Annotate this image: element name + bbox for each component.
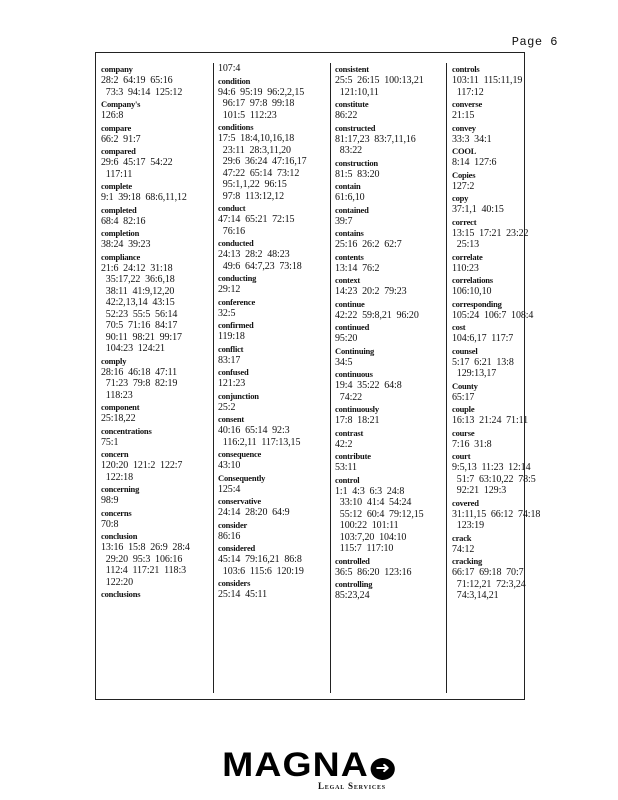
index-term: considers bbox=[218, 578, 251, 588]
magna-logo bbox=[0, 748, 618, 782]
index-page-line-refs: 43:10 bbox=[218, 460, 241, 471]
index-term: completion bbox=[101, 228, 140, 238]
index-term: contrast bbox=[335, 427, 364, 438]
index-entry bbox=[218, 75, 328, 122]
index-entry bbox=[335, 403, 445, 427]
index-page-line-refs: 17:5 18:4,10,16,18 23:11 28:3,11,20 29:6 36:24 47:16,17 47:22 65:14 73:12 95:1,1,22 96:15 97:8 113:12,12 bbox=[218, 133, 307, 202]
index-page-line-refs: 28:2 64:19 65:16 73:3 94:14 125:12 bbox=[101, 75, 183, 98]
index-term: convey bbox=[452, 122, 476, 133]
index-entry bbox=[452, 380, 524, 404]
index-term: concentrations bbox=[101, 425, 152, 436]
index-entry bbox=[101, 122, 213, 146]
index-page-line-refs: 103:11 115:11,19 117:12 bbox=[452, 75, 523, 98]
index-term: context bbox=[335, 275, 361, 285]
index-entry bbox=[335, 98, 445, 122]
index-entry bbox=[335, 157, 445, 181]
index-entry bbox=[101, 588, 213, 600]
index-entry bbox=[218, 319, 328, 343]
index-page-line-refs: 107:4 bbox=[218, 63, 241, 74]
index-page-line-refs: 29:12 bbox=[218, 284, 241, 295]
index-term: comply bbox=[101, 355, 127, 366]
index-term: conduct bbox=[218, 203, 246, 213]
index-term: continuously bbox=[335, 404, 379, 414]
index-term: consistent bbox=[335, 64, 369, 74]
index-term: concerning bbox=[101, 484, 140, 494]
index-page-line-refs: 37:1,1 40:15 bbox=[452, 204, 504, 215]
index-term: condition bbox=[218, 75, 251, 86]
index-page-line-refs: 28:16 46:18 47:11 71:23 79:8 82:19 118:23 bbox=[101, 366, 178, 401]
index-page-line-refs: 42:22 59:8,21 96:20 bbox=[335, 309, 419, 321]
index-term: covered bbox=[452, 497, 479, 508]
index-page-line-refs: 7:16 31:8 bbox=[452, 438, 492, 450]
index-page-line-refs: 110:23 bbox=[452, 262, 479, 274]
index-entry bbox=[335, 298, 445, 322]
index-term: confirmed bbox=[218, 320, 254, 330]
index-page-line-refs: 13:15 17:21 23:22 25:13 bbox=[452, 227, 529, 250]
index-entry bbox=[218, 542, 328, 577]
index-term: conclusions bbox=[101, 589, 141, 599]
index-page-line-refs: 24:14 28:20 64:9 bbox=[218, 507, 290, 518]
index-page-line-refs: 119:18 bbox=[218, 331, 245, 342]
index-entry bbox=[218, 413, 328, 448]
index-entry bbox=[218, 448, 328, 472]
index-entry bbox=[101, 145, 213, 180]
index-term: Copies bbox=[452, 169, 476, 180]
index-term: conducting bbox=[218, 273, 257, 283]
index-term: COOL bbox=[452, 146, 477, 156]
index-entry bbox=[218, 63, 328, 75]
index-term: consider bbox=[218, 519, 248, 530]
index-page-line-refs: 9:1 39:18 68:6,11,12 bbox=[101, 192, 187, 203]
index-entry bbox=[452, 169, 524, 193]
index-entry bbox=[452, 321, 524, 345]
index-page-line-refs: 14:23 20:2 79:23 bbox=[335, 286, 407, 297]
index-page-line-refs: 25:18,22 bbox=[101, 413, 136, 424]
index-page-line-refs: 94:6 95:19 96:2,2,15 96:17 97:8 99:18 101:5 112:23 bbox=[218, 86, 305, 121]
index-entry bbox=[452, 251, 524, 275]
index-entry bbox=[101, 483, 213, 507]
index-term: constructed bbox=[335, 122, 376, 133]
index-term: company bbox=[101, 64, 133, 74]
index-page-line-refs: 1:1 4:3 6:3 24:8 33:10 41:4 54:24 55:12 60:4 79:12,15 100:22 101:11 103:7,20 104:10 115:7 117:10 bbox=[335, 485, 424, 554]
index-term: compared bbox=[101, 146, 136, 156]
index-page-line-refs: 66:17 69:18 70:7 71:12,21 72:3,24 74:3,14,21 bbox=[452, 567, 526, 601]
index-term: controlled bbox=[335, 555, 370, 566]
index-page-line-refs: 19:4 35:22 64:8 74:22 bbox=[335, 380, 402, 403]
right-arrow-circle-icon: ➜ bbox=[371, 758, 395, 780]
index-term: court bbox=[452, 451, 471, 461]
index-entry bbox=[335, 474, 445, 555]
index-term: conjunction bbox=[218, 390, 259, 401]
index-term: conflict bbox=[218, 343, 244, 354]
index-page-line-refs: 29:6 45:17 54:22 117:11 bbox=[101, 157, 173, 180]
index-term: continued bbox=[335, 322, 370, 332]
index-entry bbox=[101, 355, 213, 402]
word-index-table bbox=[95, 52, 541, 700]
index-page-line-refs: 31:11,15 66:12 74:18 123:19 bbox=[452, 508, 541, 531]
index-column-3 bbox=[335, 63, 445, 693]
index-page-line-refs: 25:5 26:15 100:13,21 121:10,11 bbox=[335, 75, 424, 98]
index-term: copy bbox=[452, 193, 469, 203]
index-entry bbox=[218, 495, 328, 519]
index-entry bbox=[218, 519, 328, 543]
index-entry bbox=[335, 227, 445, 251]
index-entry bbox=[101, 507, 213, 531]
index-page-line-refs: 16:13 21:24 71:11 bbox=[452, 415, 529, 426]
index-entry bbox=[101, 98, 213, 122]
index-term: cost bbox=[452, 322, 466, 332]
index-page-line-refs: 120:20 121:2 122:7 122:18 bbox=[101, 460, 183, 483]
index-term: confused bbox=[218, 367, 249, 377]
index-entry bbox=[335, 578, 445, 602]
index-term: couple bbox=[452, 404, 475, 414]
index-entry bbox=[452, 216, 529, 251]
index-term: control bbox=[335, 474, 360, 485]
index-entry bbox=[218, 577, 328, 601]
page-number: Page 6 bbox=[511, 35, 558, 49]
index-entry bbox=[335, 204, 445, 228]
index-term: corresponding bbox=[452, 298, 502, 309]
index-page-line-refs: 61:6,10 bbox=[335, 192, 365, 203]
index-entry bbox=[335, 251, 445, 275]
index-term: concern bbox=[101, 449, 129, 459]
index-page-line-refs: 126:8 bbox=[101, 110, 124, 121]
index-page-line-refs: 75:1 bbox=[101, 436, 119, 448]
index-entry bbox=[452, 427, 524, 451]
index-column-2 bbox=[218, 63, 328, 693]
index-entry bbox=[335, 321, 445, 345]
index-page-line-refs: 95:20 bbox=[335, 333, 358, 344]
index-column-4 bbox=[452, 63, 541, 693]
index-entry bbox=[101, 63, 213, 98]
index-page-line-refs: 38:24 39:23 bbox=[101, 239, 151, 250]
index-term: conclusion bbox=[101, 531, 138, 541]
index-term: continuous bbox=[335, 369, 373, 379]
index-entry bbox=[452, 192, 524, 216]
index-entry bbox=[218, 366, 328, 390]
index-entry bbox=[452, 63, 524, 98]
index-page-line-refs: 39:7 bbox=[335, 215, 353, 227]
index-page-line-refs: 34:5 bbox=[335, 356, 353, 368]
index-page-line-refs: 24:13 28:2 48:23 49:6 64:7,23 73:18 bbox=[218, 249, 302, 272]
index-page-line-refs: 17:8 18:21 bbox=[335, 415, 380, 426]
index-page-line-refs: 127:2 bbox=[452, 180, 475, 192]
index-page-line-refs: 40:16 65:14 92:3 116:2,11 117:13,15 bbox=[218, 425, 301, 448]
index-page-line-refs: 21:15 bbox=[452, 110, 475, 121]
index-entry bbox=[101, 401, 213, 425]
index-entry bbox=[101, 251, 213, 355]
index-page-line-refs: 98:9 bbox=[101, 495, 119, 506]
index-page-line-refs: 104:6,17 117:7 bbox=[452, 333, 514, 344]
index-entry bbox=[452, 403, 529, 427]
index-term: controlling bbox=[335, 579, 373, 589]
index-entry bbox=[101, 180, 213, 204]
column-divider bbox=[446, 63, 447, 693]
index-entry bbox=[218, 121, 328, 202]
index-entry bbox=[452, 555, 524, 602]
index-page-line-refs: 86:22 bbox=[335, 110, 358, 121]
index-term: conservative bbox=[218, 496, 261, 506]
index-page-line-refs: 83:17 bbox=[218, 354, 241, 366]
index-page-line-refs: 66:2 91:7 bbox=[101, 133, 141, 145]
index-page-line-refs: 105:24 106:7 108:4 bbox=[452, 309, 534, 321]
index-entry bbox=[452, 532, 524, 556]
index-entry bbox=[335, 122, 445, 157]
index-page-line-refs: 9:5,13 11:23 12:14 51:7 63:10,22 78:5 92:21 129:3 bbox=[452, 462, 536, 496]
index-page-line-refs: 42:2 bbox=[335, 438, 353, 450]
index-page-line-refs: 74:12 bbox=[452, 543, 475, 555]
index-entry bbox=[218, 343, 328, 367]
index-term: Continuing bbox=[335, 345, 375, 356]
index-page-line-refs: 32:5 bbox=[218, 307, 236, 319]
index-term: course bbox=[452, 427, 475, 438]
index-term: compare bbox=[101, 122, 132, 133]
column-divider bbox=[330, 63, 331, 693]
index-entry bbox=[335, 450, 445, 474]
index-term: construction bbox=[335, 157, 378, 168]
index-page-line-refs: 53:11 bbox=[335, 462, 357, 473]
index-term: constitute bbox=[335, 99, 369, 109]
index-entry bbox=[101, 425, 213, 449]
index-term: correlate bbox=[452, 251, 483, 262]
index-entry bbox=[335, 427, 445, 451]
index-entry bbox=[452, 122, 524, 146]
index-entry bbox=[452, 98, 524, 122]
index-entry bbox=[335, 555, 445, 579]
index-term: considered bbox=[218, 543, 256, 553]
index-entry bbox=[335, 63, 445, 98]
index-term: contribute bbox=[335, 451, 371, 461]
index-page-line-refs: 33:3 34:1 bbox=[452, 133, 492, 145]
index-term: controls bbox=[452, 64, 480, 74]
index-term: concerns bbox=[101, 507, 132, 518]
index-entry bbox=[452, 450, 536, 497]
index-term: converse bbox=[452, 99, 483, 109]
index-entry bbox=[218, 390, 328, 414]
index-entry bbox=[101, 204, 213, 228]
index-entry bbox=[218, 296, 328, 320]
index-term: conducted bbox=[218, 238, 254, 248]
index-page-line-refs: 8:14 127:6 bbox=[452, 157, 497, 168]
index-page-line-refs: 81:5 83:20 bbox=[335, 168, 380, 180]
index-entry bbox=[452, 497, 541, 532]
index-entry bbox=[101, 530, 213, 588]
index-entry bbox=[218, 272, 328, 296]
index-term: consequence bbox=[218, 449, 262, 459]
index-page-line-refs: 86:16 bbox=[218, 530, 241, 542]
index-term: contained bbox=[335, 204, 369, 215]
index-page-line-refs: 125:4 bbox=[218, 483, 241, 495]
index-page-line-refs: 25:16 26:2 62:7 bbox=[335, 239, 402, 250]
index-page-line-refs: 13:16 15:8 26:9 28:4 29:20 95:3 106:16 112:4 117:21 118:3 122:20 bbox=[101, 542, 190, 588]
index-term: correct bbox=[452, 216, 477, 227]
index-page-line-refs: 47:14 65:21 72:15 76:16 bbox=[218, 214, 295, 237]
column-divider bbox=[213, 63, 214, 693]
index-term: counsel bbox=[452, 345, 478, 356]
index-page-line-refs: 21:6 24:12 31:18 35:17,22 36:6,18 38:11 41:9,12,20 42:2,13,14 43:15 52:23 55:5 56:14 70:5 71:16 84:17 90:11 98:21 99:17 104:23 124:21 bbox=[101, 262, 182, 354]
index-term: consent bbox=[218, 414, 244, 424]
logo-wordmark: MAGNA bbox=[222, 746, 370, 784]
index-entry bbox=[218, 202, 328, 237]
index-entry bbox=[218, 237, 328, 272]
index-term: conference bbox=[218, 296, 256, 307]
index-entry bbox=[335, 345, 445, 369]
index-entry bbox=[218, 472, 328, 496]
index-term: complete bbox=[101, 181, 132, 191]
index-column-1 bbox=[101, 63, 213, 693]
index-page-line-refs: 70:8 bbox=[101, 518, 119, 530]
index-entry bbox=[335, 180, 445, 204]
index-page-line-refs: 121:23 bbox=[218, 378, 246, 389]
index-term: contents bbox=[335, 251, 364, 262]
index-term: compliance bbox=[101, 251, 141, 262]
index-page-line-refs: 5:17 6:21 13:8 129:13,17 bbox=[452, 356, 514, 379]
index-term: completed bbox=[101, 204, 137, 215]
index-page-line-refs: 36:5 86:20 123:16 bbox=[335, 566, 412, 578]
logo-tagline: Legal Services bbox=[318, 781, 386, 791]
index-term: conditions bbox=[218, 122, 254, 132]
index-page-line-refs: 45:14 79:16,21 86:8 103:6 115:6 120:19 bbox=[218, 554, 304, 577]
index-entry bbox=[452, 274, 524, 298]
index-term: Consequently bbox=[218, 472, 266, 483]
index-page-line-refs: 25:14 45:11 bbox=[218, 589, 267, 600]
index-page-line-refs: 81:17,23 83:7,11,16 83:22 bbox=[335, 133, 416, 156]
index-term: Company's bbox=[101, 99, 141, 109]
index-entry bbox=[452, 298, 534, 322]
index-term: correlations bbox=[452, 275, 493, 285]
index-term: cracking bbox=[452, 556, 483, 566]
index-page-line-refs: 68:4 82:16 bbox=[101, 215, 146, 227]
index-entry bbox=[452, 145, 524, 169]
index-term: component bbox=[101, 402, 140, 412]
index-term: contains bbox=[335, 228, 364, 238]
index-entry bbox=[101, 227, 213, 251]
index-term: County bbox=[452, 380, 478, 391]
index-entry bbox=[452, 345, 524, 380]
index-page-line-refs: 25:2 bbox=[218, 401, 236, 413]
index-page-line-refs: 85:23,24 bbox=[335, 590, 370, 601]
index-entry bbox=[335, 274, 445, 298]
index-page-line-refs: 13:14 76:2 bbox=[335, 262, 380, 274]
index-entry bbox=[335, 368, 445, 403]
index-term: crack bbox=[452, 532, 472, 543]
index-page-line-refs: 106:10,10 bbox=[452, 286, 492, 297]
index-page-line-refs: 65:17 bbox=[452, 391, 475, 403]
index-term: continue bbox=[335, 298, 365, 309]
index-term: contain bbox=[335, 181, 361, 191]
index-entry bbox=[101, 448, 213, 483]
